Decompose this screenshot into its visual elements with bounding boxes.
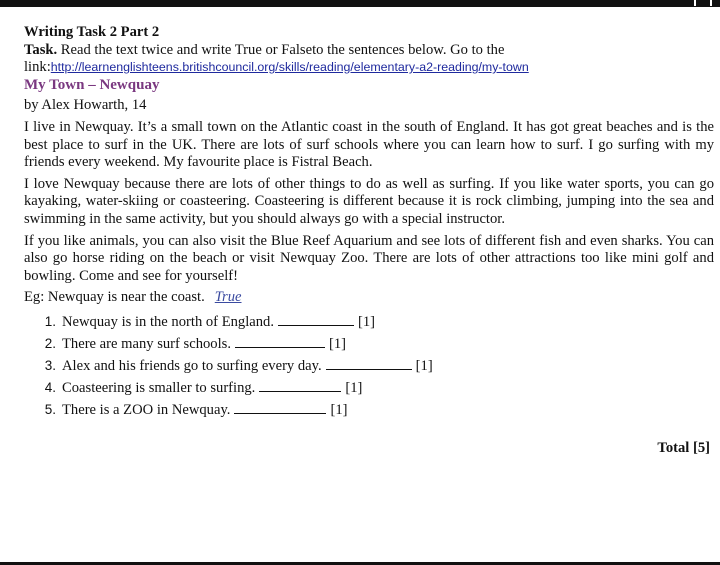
article-paragraph-2: I love Newquay because there are lots of other things to do as well as surfing. If you like water sports, you can go kayaking, water-skiing or coasteering. Coasteering is different because it is rock climbing, jumping into the sea and swimming in the same activity, but you should always go with a special instructor. (24, 175, 714, 227)
example-text: Eg: Newquay is near the coast. (24, 289, 205, 306)
question-mark: [1] (357, 313, 376, 330)
question-mark: [1] (330, 401, 348, 418)
question-number: 3. (44, 357, 56, 373)
article-title: My Town – Newquay (24, 76, 160, 93)
article-byline: by Alex Howarth, 14 (24, 97, 147, 114)
question-number: 2. (44, 335, 56, 351)
question-mark: [1] (328, 335, 347, 352)
question-text: Alex and his friends go to surfing every day. (62, 357, 322, 374)
example-sentence (24, 289, 714, 307)
answer-blank[interactable] (259, 377, 341, 392)
example-answer: True (214, 289, 242, 306)
question-mark: [1] (415, 357, 433, 374)
question-item (24, 355, 714, 377)
question-mark: [1] (345, 379, 363, 396)
task-label: Task. (24, 41, 58, 58)
question-text: There are many surf schools. (62, 335, 231, 352)
question-item (24, 399, 714, 421)
question-number: 4. (44, 379, 56, 395)
question-text: Newquay is in the north of England. (62, 313, 274, 330)
top-edge-bar (0, 0, 720, 7)
question-item (24, 377, 714, 399)
worksheet (24, 24, 714, 421)
worksheet-heading: Writing Task 2 Part 2 (24, 24, 160, 40)
total-score: Total [5] (657, 440, 710, 456)
task-text: Read the text twice and write True or Falseto the sentences below. Go to the (60, 41, 505, 58)
question-text: Coasteering is smaller to surfing. (62, 379, 256, 396)
answer-blank[interactable] (234, 399, 326, 414)
corner-bracket (694, 0, 712, 6)
answer-blank[interactable] (235, 333, 325, 348)
question-number: 1. (44, 313, 56, 329)
source-link[interactable]: http://learnenglishteens.britishcouncil.org/skills/reading/elementary-a2-reading/my-town (50, 60, 529, 75)
question-text: There is a ZOO in Newquay. (62, 401, 231, 418)
article-paragraph-1: I live in Newquay. It’s a small town on the Atlantic coast in the south of England. It has got great beaches and is the best place to surf in the UK. There are lots of surf schools where you can learn how to surf. I go surfing with my friends every weekend. My favourite place is Fistral Beach. (24, 118, 714, 171)
question-list (24, 311, 714, 421)
question-item (24, 333, 714, 355)
answer-blank[interactable] (326, 355, 412, 370)
link-prefix: link: (24, 59, 51, 76)
question-item (24, 311, 714, 333)
answer-blank[interactable] (278, 311, 354, 326)
task-instructions (24, 42, 714, 77)
article-paragraph-3: If you like animals, you can also visit the Blue Reef Aquarium and see lots of different fish and even sharks. You can also go horse riding on the beach or visit Newquay Zoo. There are lots of other attractions too like mini golf and bowling. Come and see for yourself! (24, 232, 714, 284)
question-number: 5. (44, 401, 56, 417)
